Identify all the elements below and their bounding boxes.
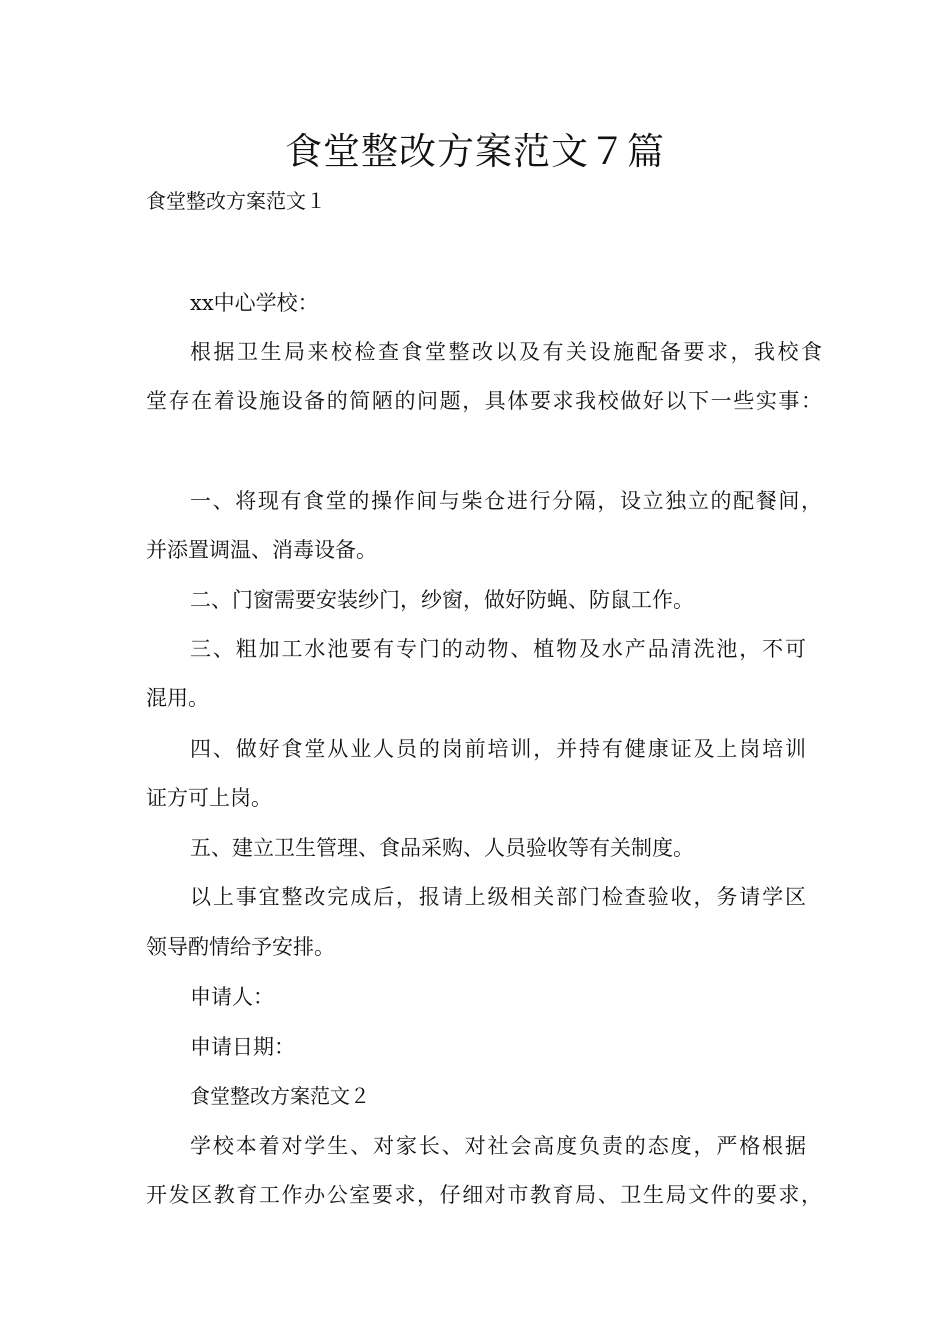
item-3-line-2: 混用。 — [146, 686, 209, 710]
item-4-line-1: 四、做好食堂从业人员的岗前培训，并持有健康证及上岗培训 — [190, 737, 806, 761]
intro-line-1: 根据卫生局来校检查食堂整改以及有关设施配备要求，我校食 — [190, 340, 822, 364]
item-4-line-2: 证方可上岗。 — [146, 786, 272, 810]
item-1-line-2: 并添置调温、消毒设备。 — [146, 538, 377, 562]
item-1-line-1: 一、将现有食堂的操作间与柴仓进行分隔，设立独立的配餐间， — [190, 489, 822, 513]
salutation: xx中心学校： — [190, 291, 319, 315]
paragraph-2-line-2: 开发区教育工作办公室要求，仔细对市教育局、卫生局文件的要求， — [146, 1183, 822, 1207]
application-date-label: 申请日期： — [190, 1035, 295, 1059]
item-5: 五、建立卫生管理、食品采购、人员验收等有关制度。 — [190, 836, 694, 860]
paragraph-2-line-1: 学校本着对学生、对家长、对社会高度负责的态度，严格根据 — [190, 1134, 806, 1158]
item-2: 二、门窗需要安装纱门，纱窗，做好防蝇、防鼠工作。 — [190, 588, 694, 612]
closing-line-1: 以上事宜整改完成后，报请上级相关部门检查验收，务请学区 — [190, 885, 806, 909]
section-heading-1: 食堂整改方案范文１ — [146, 189, 326, 213]
closing-line-2: 领导酌情给予安排。 — [146, 935, 335, 959]
section-heading-2: 食堂整改方案范文２ — [190, 1084, 370, 1108]
item-3-line-1: 三、粗加工水池要有专门的动物、植物及水产品清洗池，不可 — [190, 637, 806, 661]
document-title: 食堂整改方案范文７篇 — [285, 130, 665, 173]
intro-line-2: 堂存在着设施设备的简陋的问题，具体要求我校做好以下一些实事： — [146, 389, 822, 413]
applicant-label: 申请人： — [190, 985, 274, 1009]
